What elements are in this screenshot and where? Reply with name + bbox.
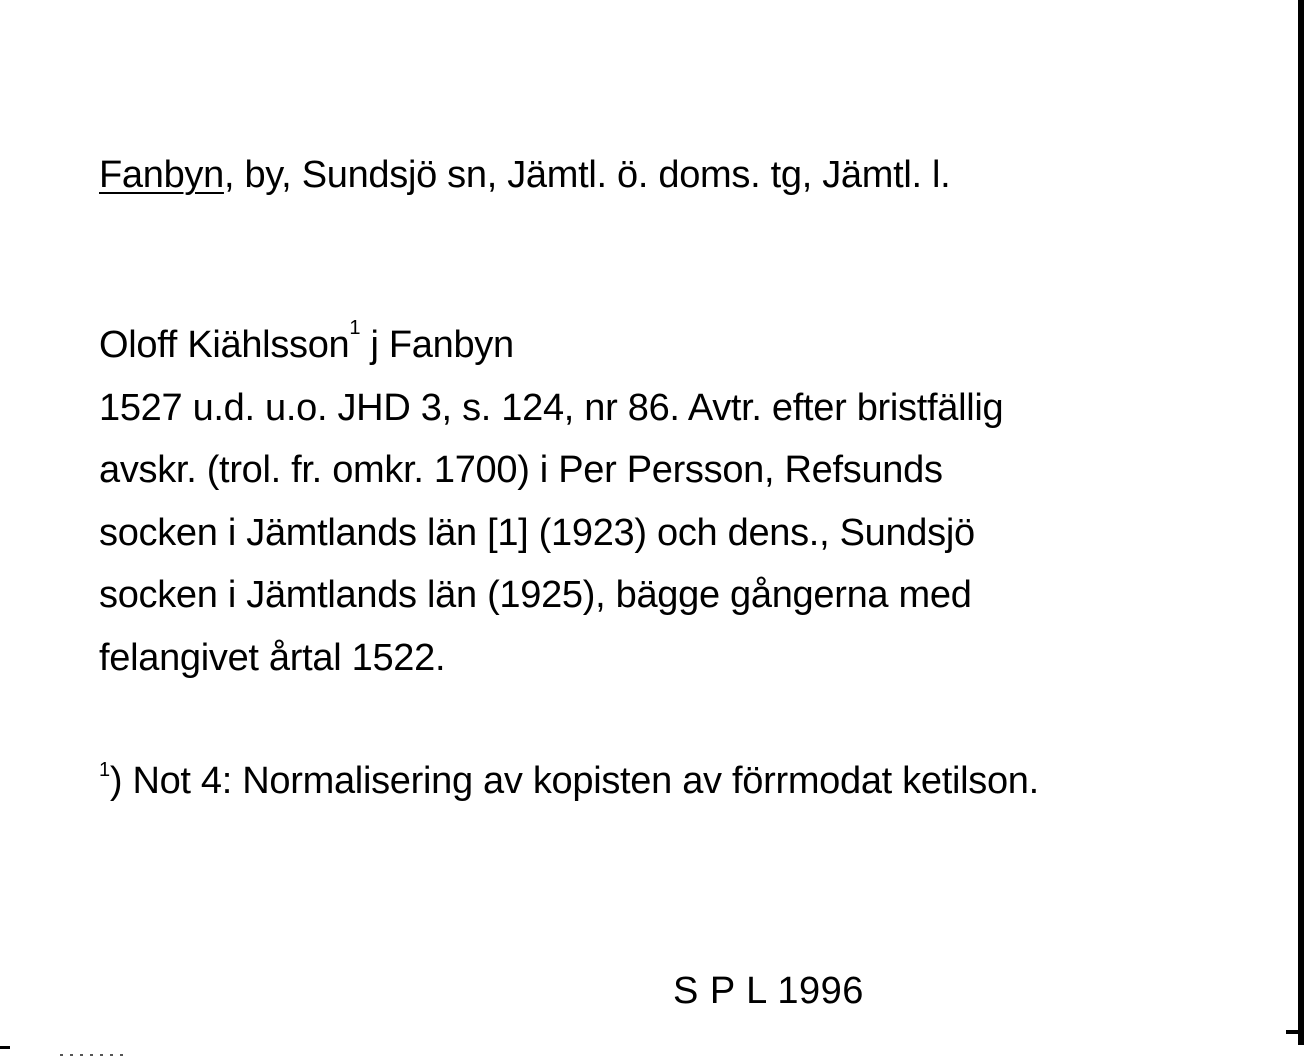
entry-name-line (99, 314, 1249, 377)
entry-line: 1527 u.d. u.o. JHD 3, s. 124, nr 86. Avtr. efter bristfällig (99, 386, 1004, 429)
footnote-ref: 1 (349, 317, 361, 339)
footnote (99, 756, 1039, 806)
card-heading (99, 150, 950, 200)
person-name: Oloff Kiählsson (99, 324, 350, 366)
person-location: j Fanbyn (360, 324, 514, 366)
signature: S P L 1996 (673, 970, 864, 1012)
entry-line: avskr. (trol. fr. omkr. 1700) i Per Persson, Refsunds (99, 449, 943, 491)
place-name: Fanbyn (99, 154, 224, 196)
entry-body (99, 314, 1249, 689)
footnote-text: ) Not 4: Normalisering av kopisten av förrmodat ketilson. (109, 760, 1039, 802)
scan-edge-mark (0, 1046, 10, 1049)
place-description: , by, Sundsjö sn, Jämtl. ö. doms. tg, Jämtl. l. (223, 154, 951, 196)
scan-noise (60, 1054, 130, 1056)
footnote-marker: 1 (99, 759, 110, 781)
entry-line: socken i Jämtlands län (1925), bägge gångerna med (99, 574, 972, 616)
card-corner-mark (1286, 1030, 1304, 1034)
entry-line: socken i Jämtlands län [1] (1923) och dens., Sundsjö (99, 511, 975, 554)
card-right-border (1298, 0, 1304, 1045)
entry-line: felangivet årtal 1522. (99, 636, 446, 679)
